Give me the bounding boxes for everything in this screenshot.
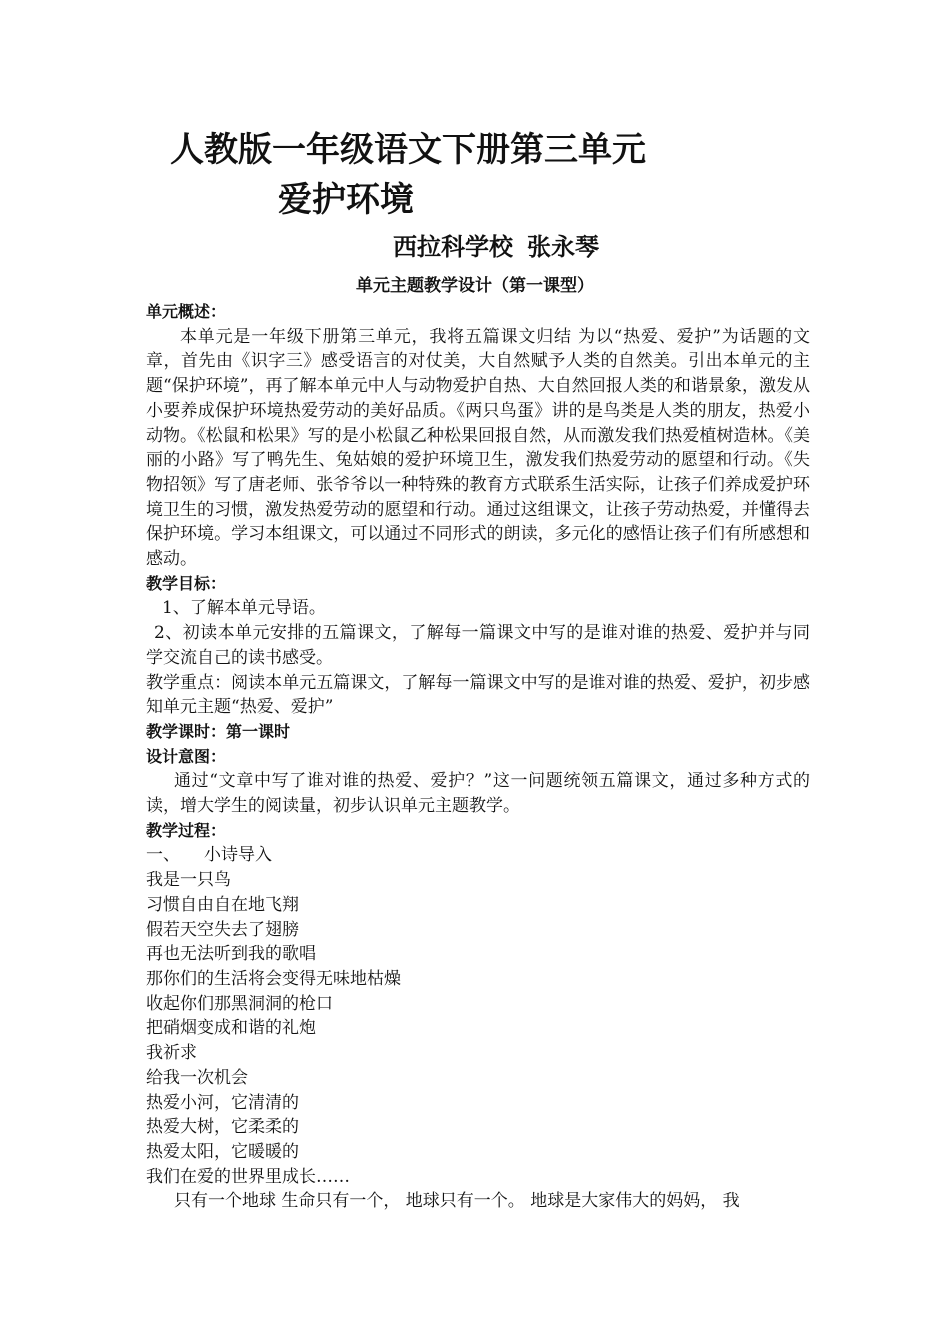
lesson-time: 教学课时：第一课时 (146, 721, 291, 741)
poem-title: 我是一只鸟 (146, 870, 231, 891)
poem-line: 热爱小河，它清清的 (146, 1092, 299, 1113)
intent-heading: 设计意图： (146, 746, 227, 766)
closing-line: 只有一个地球 生命只有一个， 地球只有一个。 地球是大家伟大的妈妈， 我 (174, 1191, 740, 1212)
poem-line: 收起你们那黑洞洞的枪口 (146, 993, 333, 1014)
document-title: 人教版一年级语文下册第三单元 (170, 130, 646, 170)
poem-line: 我祈求 (146, 1043, 197, 1064)
poem-ending: 我们在爱的世界里成长…… (146, 1166, 350, 1187)
process-step-label: 小诗导入 (204, 845, 272, 866)
process-step-number: 一、 (146, 845, 180, 866)
poem-line: 热爱大树，它柔柔的 (146, 1117, 299, 1138)
poem-line: 再也无法听到我的歌唱 (146, 944, 316, 965)
author-line (393, 230, 599, 264)
poem-line: 那你们的生活将会变得无味地枯燥 (146, 968, 401, 989)
poem-line: 把硝烟变成和谐的礼炮 (146, 1018, 316, 1039)
goal-item-1: 1、了解本单元导语。 (162, 598, 326, 619)
document-subtitle-theme: 爱护环境 (278, 180, 414, 220)
poem-line: 假若天空失去了翅膀 (146, 919, 299, 940)
author-name: 张永琴 (527, 233, 599, 261)
process-heading: 教学过程： (146, 820, 227, 840)
poem-line: 习惯自由自在地飞翔 (146, 894, 299, 915)
author-school: 西拉科学校 (393, 233, 513, 261)
process-step-1 (146, 843, 810, 868)
intent-paragraph: 通过“文章中写了谁对谁的热爱、爱护？”这一问题统领五篇课文，通过多种方式的读，增大学生的阅读量，初步认识单元主题教学。 (146, 771, 810, 817)
overview-heading: 单元概述： (146, 302, 227, 321)
goals-heading: 教学目标： (146, 573, 227, 593)
poem-line: 热爱太阳，它暖暖的 (146, 1141, 299, 1162)
design-subtitle: 单元主题教学设计（第一课型） (356, 276, 594, 296)
goal-item-2: 2、初读本单元安排的五篇课文，了解每一篇课文中写的是谁对谁的热爱、爱护并与同学交流自己的读书感受。 (146, 623, 810, 668)
document-body (146, 300, 810, 1214)
overview-paragraph: 本单元是一年级下册第三单元，我将五篇课文归结 为以“热爱、爱护”为话题的文章，首先由《识字三》感受语言的对仗美，大自然赋予人类的自然美。引出本单元的主题“保护环境”，再了解本单元中人与动物爱护自热、大自然回报人类的和谐景象，激发从小要养成保护环境热爱劳动的美好品质。《两只鸟蛋》讲的是鸟类是人类的朋友，热爱小动物。《松鼠和松果》写的是小松鼠乙种松果回报自然，从而激发我们热爱植树造林。《美丽的小路》写了鸭先生、兔姑娘的爱护环境卫生，激发我们热爱劳动的愿望和行动。《失物招领》写了唐老师、张爷爷以一种特殊的教育方式联系生活实际，让孩子们养成爱护环境卫生的习惯，激发热爱劳动的愿望和行动。通过这组课文，让孩子劳动热爱，并懂得去保护环境。学习本组课文，可以通过不同形式的朗读，多元化的感悟让孩子们有所感想和感动。 (146, 326, 810, 570)
key-point: 教学重点：阅读本单元五篇课文，了解每一篇课文中写的是谁对谁的热爱、爱护，初步感知单元主题“热爱、爱护” (146, 672, 810, 718)
poem-line: 给我一次机会 (146, 1067, 248, 1088)
